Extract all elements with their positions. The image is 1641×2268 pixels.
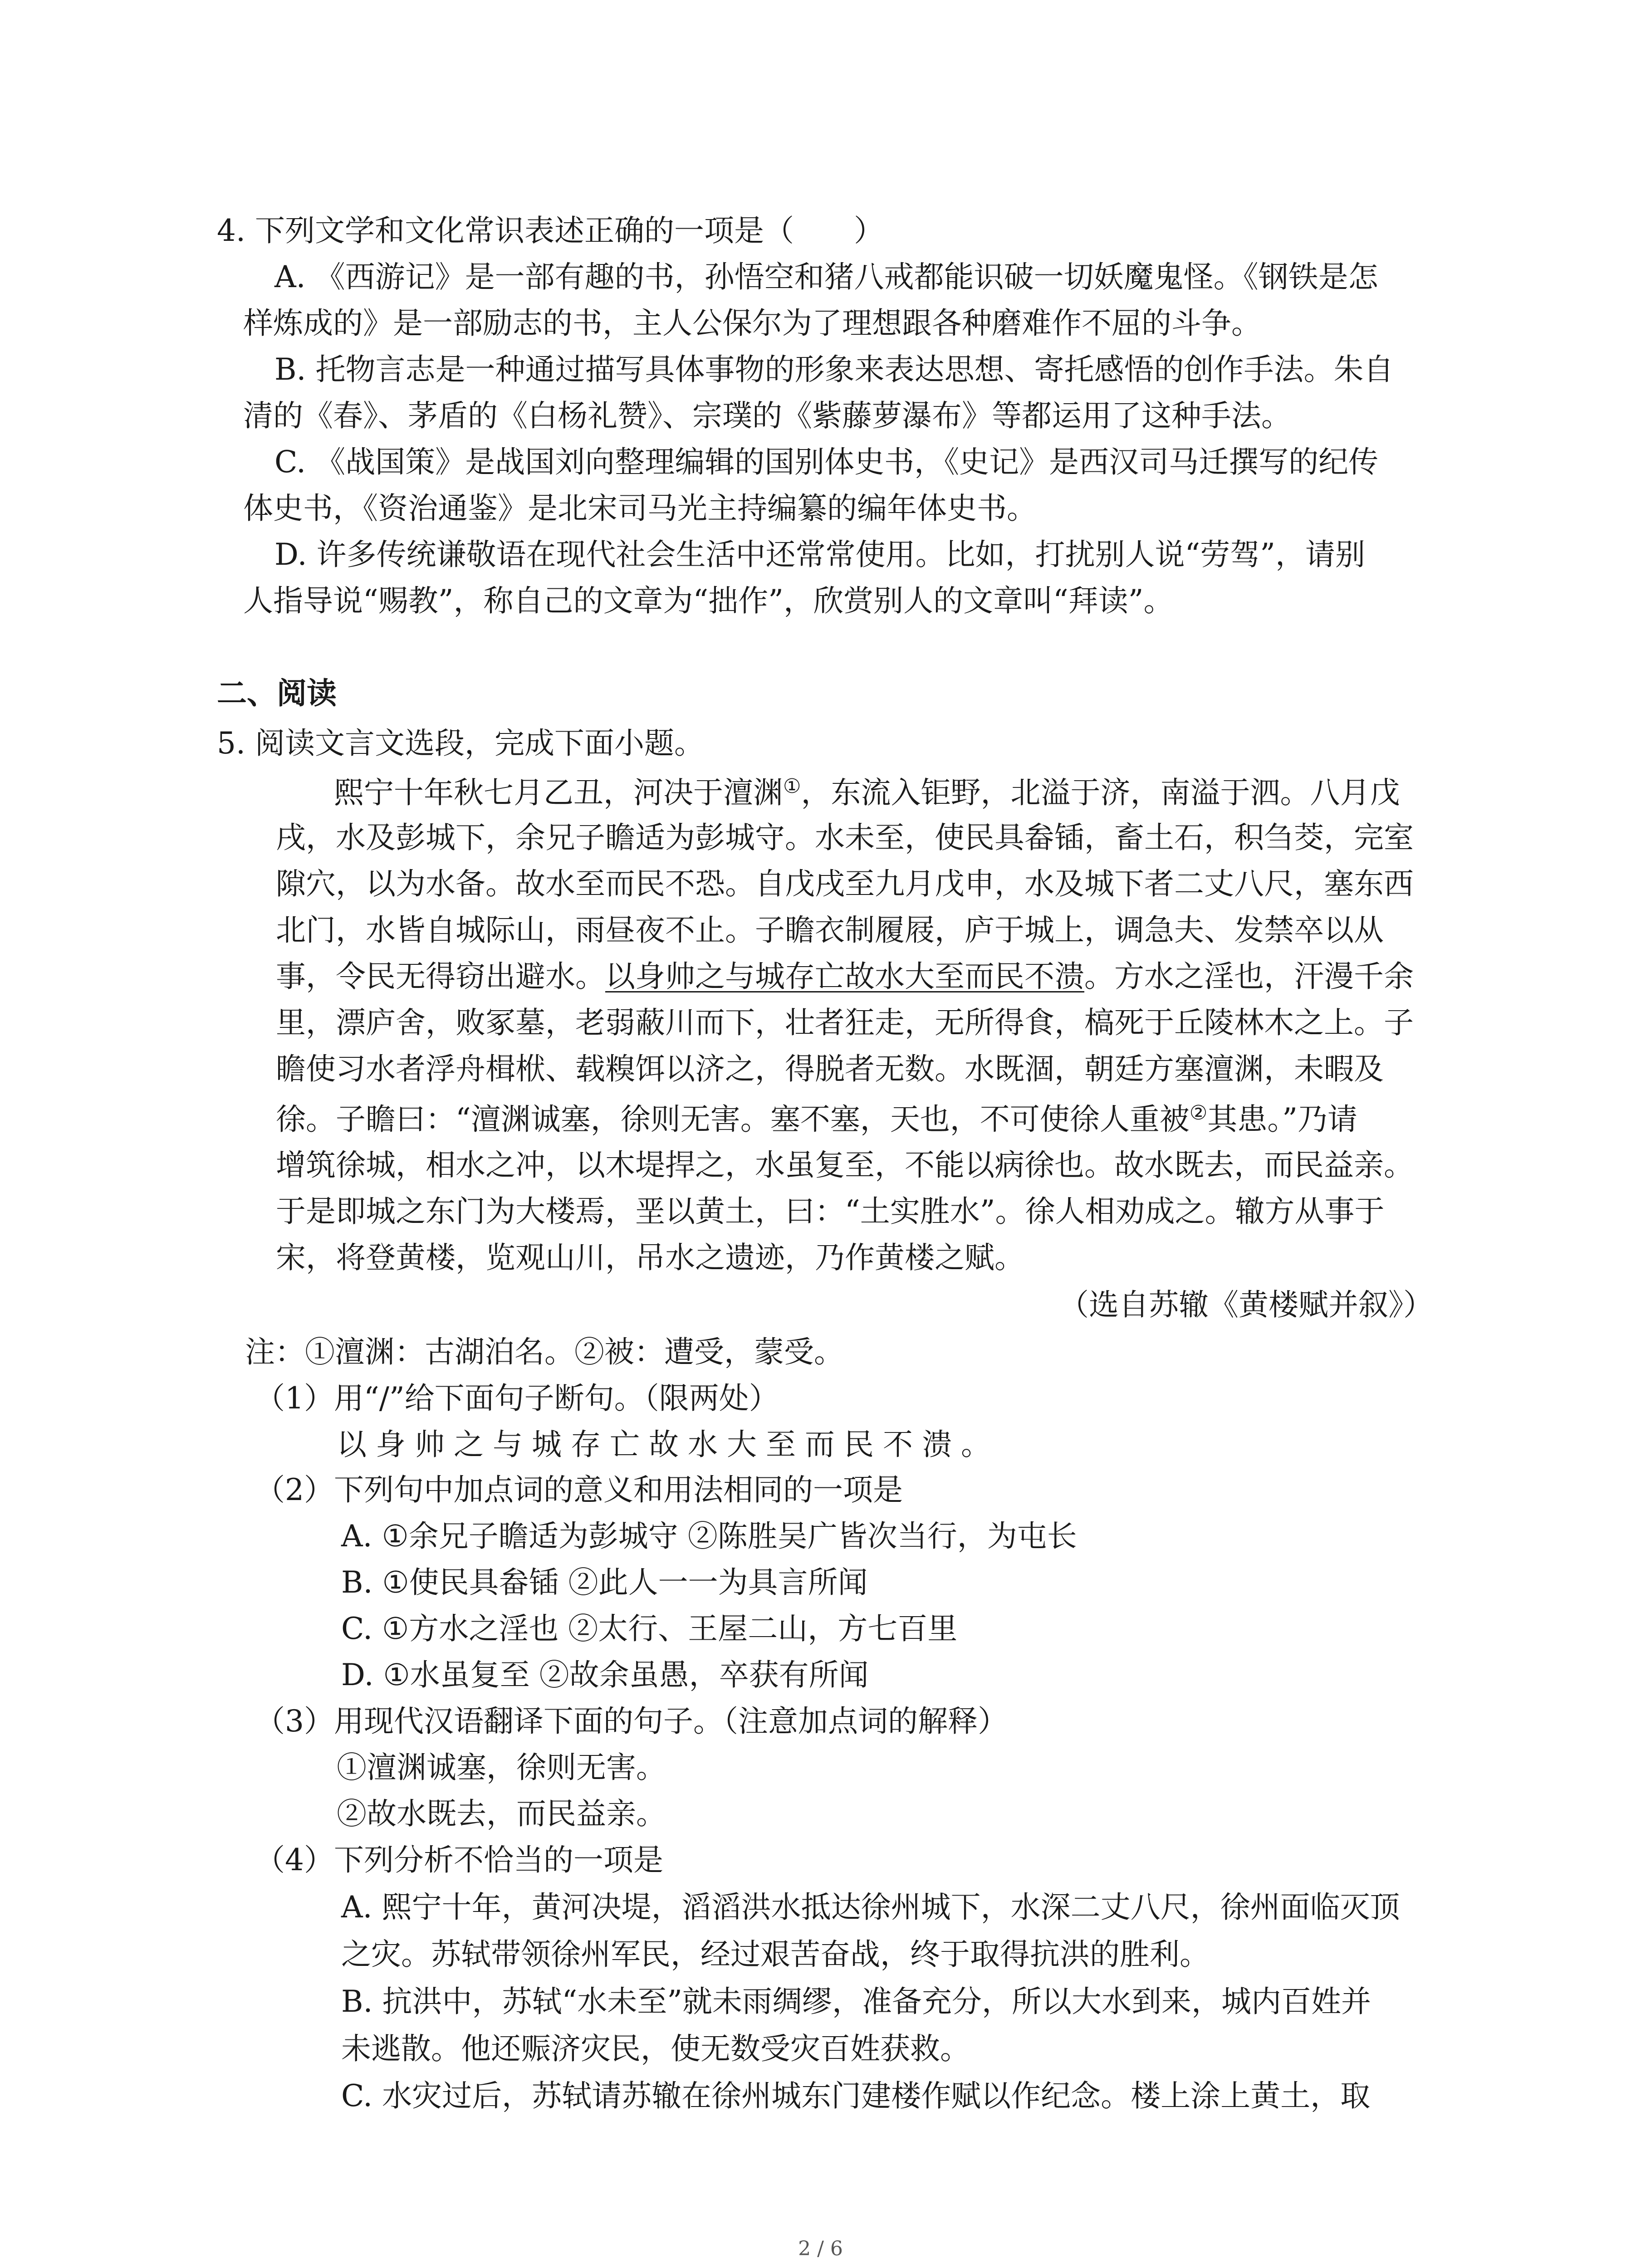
passage-line-11: 宋，将登黄楼，览观山川，吊水之遗迹，乃作黄楼之赋。 bbox=[276, 1240, 1024, 1275]
passage-source: （选自苏辙《黄楼赋并叙》） bbox=[1059, 1287, 1433, 1322]
subquestion-4-option-b-line2: 未逃散。他还赈济灾民，使无数受灾百姓获救。 bbox=[341, 2031, 970, 2066]
subquestion-1-sentence: 以身帅之与城存亡故水大至而民不溃。 bbox=[337, 1427, 1000, 1462]
q4-option-b-line1: B. 托物言志是一种通过描写具体事物的形象来表达思想、寄托感悟的创作手法。朱自 bbox=[274, 352, 1394, 387]
q5-stem: 5. 阅读文言文选段，完成下面小题。 bbox=[217, 726, 704, 761]
passage-line-5 bbox=[276, 959, 1414, 994]
passage-text: 徐。子瞻曰：“澶渊诚塞，徐则无害。塞不塞，天也，不可使徐人重被 bbox=[276, 1102, 1190, 1137]
q4-option-c-line2: 体史书，《资治通鉴》是北宋司马光主持编纂的编年体史书。 bbox=[243, 491, 1037, 526]
q4-option-b-line2: 清的《春》、茅盾的《白杨礼赞》、宗璞的《紫藤萝瀑布》等都运用了这种手法。 bbox=[243, 398, 1291, 433]
section-heading: 二、阅读 bbox=[217, 676, 337, 711]
passage-text: ，东流入钜野，北溢于济，南溢于泗。八月戊 bbox=[801, 775, 1400, 810]
page-number: 2 / 6 bbox=[798, 2237, 843, 2260]
q4-option-d-line2: 人指导说“赐教”，称自己的文章为“拙作”，欣赏别人的文章叫“拜读”。 bbox=[243, 583, 1174, 618]
subquestion-4-option-b-line1: B. 抗洪中，苏轼“水未至”就未雨绸缪，准备充分，所以大水到来，城内百姓并 bbox=[341, 1984, 1371, 2019]
passage-line-7: 瞻使习水者浮舟楫栿、载糗饵以济之，得脱者无数。水既涸，朝廷方塞澶渊，未暇及 bbox=[276, 1051, 1384, 1086]
q4-option-c-line1: C. 《战国策》是战国刘向整理编辑的国别体史书，《史记》是西汉司马迁撰写的纪传 bbox=[274, 445, 1379, 479]
passage-line-8 bbox=[276, 1101, 1357, 1137]
passage-line-4: 北门，水皆自城际山，雨昼夜不止。子瞻衣制履屐，庐于城上，调急夫、发禁卒以从 bbox=[276, 913, 1384, 948]
passage-text: 熙宁十年秋七月乙丑，河决于澶渊 bbox=[334, 775, 783, 810]
q4-option-a-line1: A. 《西游记》是一部有趣的书，孙悟空和猪八戒都能识破一切妖魔鬼怪。《钢铁是怎 bbox=[274, 259, 1378, 294]
passage-text: 。方水之淫也，汗漫千余 bbox=[1084, 959, 1414, 994]
passage-line-10: 于是即城之东门为大楼焉，垩以黄土，曰：“土实胜水”。徐人相劝成之。辙方从事于 bbox=[276, 1194, 1385, 1229]
underlined-sentence: 以身帅之与城存亡故水大至而民不溃 bbox=[605, 959, 1084, 994]
subquestion-2: （2）下列句中加点词的意义和用法相同的一项是 bbox=[255, 1472, 903, 1507]
passage-text: 事，令民无得窃出避水。 bbox=[276, 959, 605, 994]
passage-notes: 注：①澶渊：古湖泊名。②被：遭受，蒙受。 bbox=[245, 1334, 844, 1369]
subquestion-2-option-c: C. ①方水之淫也 ②太行、王屋二山，方七百里 bbox=[341, 1611, 958, 1646]
passage-text: 其患。”乃请 bbox=[1207, 1102, 1357, 1137]
passage-line-9: 增筑徐城，相水之冲，以木堤捍之，水虽复至，不能以病徐也。故水既去，而民益亲。 bbox=[276, 1148, 1414, 1183]
subquestion-3-sentence-1: ①澶渊诚塞，徐则无害。 bbox=[337, 1750, 666, 1785]
passage-line-1 bbox=[334, 777, 1400, 808]
subquestion-4-option-c-line1: C. 水灾过后，苏轼请苏辙在徐州城东门建楼作赋以作纪念。楼上涂上黄土，取 bbox=[341, 2078, 1371, 2113]
subquestion-3-sentence-2: ②故水既去，而民益亲。 bbox=[337, 1796, 666, 1831]
subquestion-2-option-a: A. ①余兄子瞻适为彭城守 ②陈胜吴广皆次当行，为屯长 bbox=[341, 1519, 1077, 1554]
subquestion-4-option-a-line2: 之灾。苏轼带领徐州军民，经过艰苦奋战，终于取得抗洪的胜利。 bbox=[341, 1937, 1210, 1972]
passage-line-3: 隙穴，以为水备。故水至而民不恐。自戊戌至九月戊申，水及城下者二丈八尺，塞东西 bbox=[276, 866, 1414, 901]
passage-line-6: 里，漂庐舍，败冢墓，老弱蔽川而下，壮者狂走，无所得食，槁死于丘陵林木之上。子 bbox=[276, 1005, 1414, 1040]
subquestion-2-option-d: D. ①水虽复至 ②故余虽愚，卒获有所闻 bbox=[341, 1657, 869, 1692]
subquestion-1: （1）用“/”给下面句子断句。（限两处） bbox=[255, 1381, 779, 1416]
q4-stem: 4. 下列文学和文化常识表述正确的一项是（ ） bbox=[217, 213, 884, 248]
subquestion-4-option-a-line1: A. 熙宁十年，黄河决堤，滔滔洪水抵达徐州城下，水深二丈八尺，徐州面临灭顶 bbox=[341, 1890, 1400, 1925]
passage-line-2: 戌，水及彭城下，余兄子瞻适为彭城守。水未至，使民具畚锸，畜土石，积刍茭，完室 bbox=[276, 820, 1414, 855]
q4-option-d-line1: D. 许多传统谦敬语在现代社会生活中还常常使用。比如，打扰别人说“劳驾”，请别 bbox=[274, 537, 1366, 572]
note-marker-2: ② bbox=[1189, 1101, 1208, 1124]
note-marker-1: ① bbox=[783, 775, 801, 798]
subquestion-4: （4）下列分析不恰当的一项是 bbox=[255, 1843, 663, 1877]
subquestion-2-option-b: B. ①使民具畚锸 ②此人一一为具言所闻 bbox=[341, 1565, 868, 1600]
q4-option-a-line2: 样炼成的》是一部励志的书，主人公保尔为了理想跟各种磨难作不屈的斗争。 bbox=[243, 306, 1261, 341]
subquestion-3: （3）用现代汉语翻译下面的句子。（注意加点词的解释） bbox=[255, 1704, 1008, 1739]
